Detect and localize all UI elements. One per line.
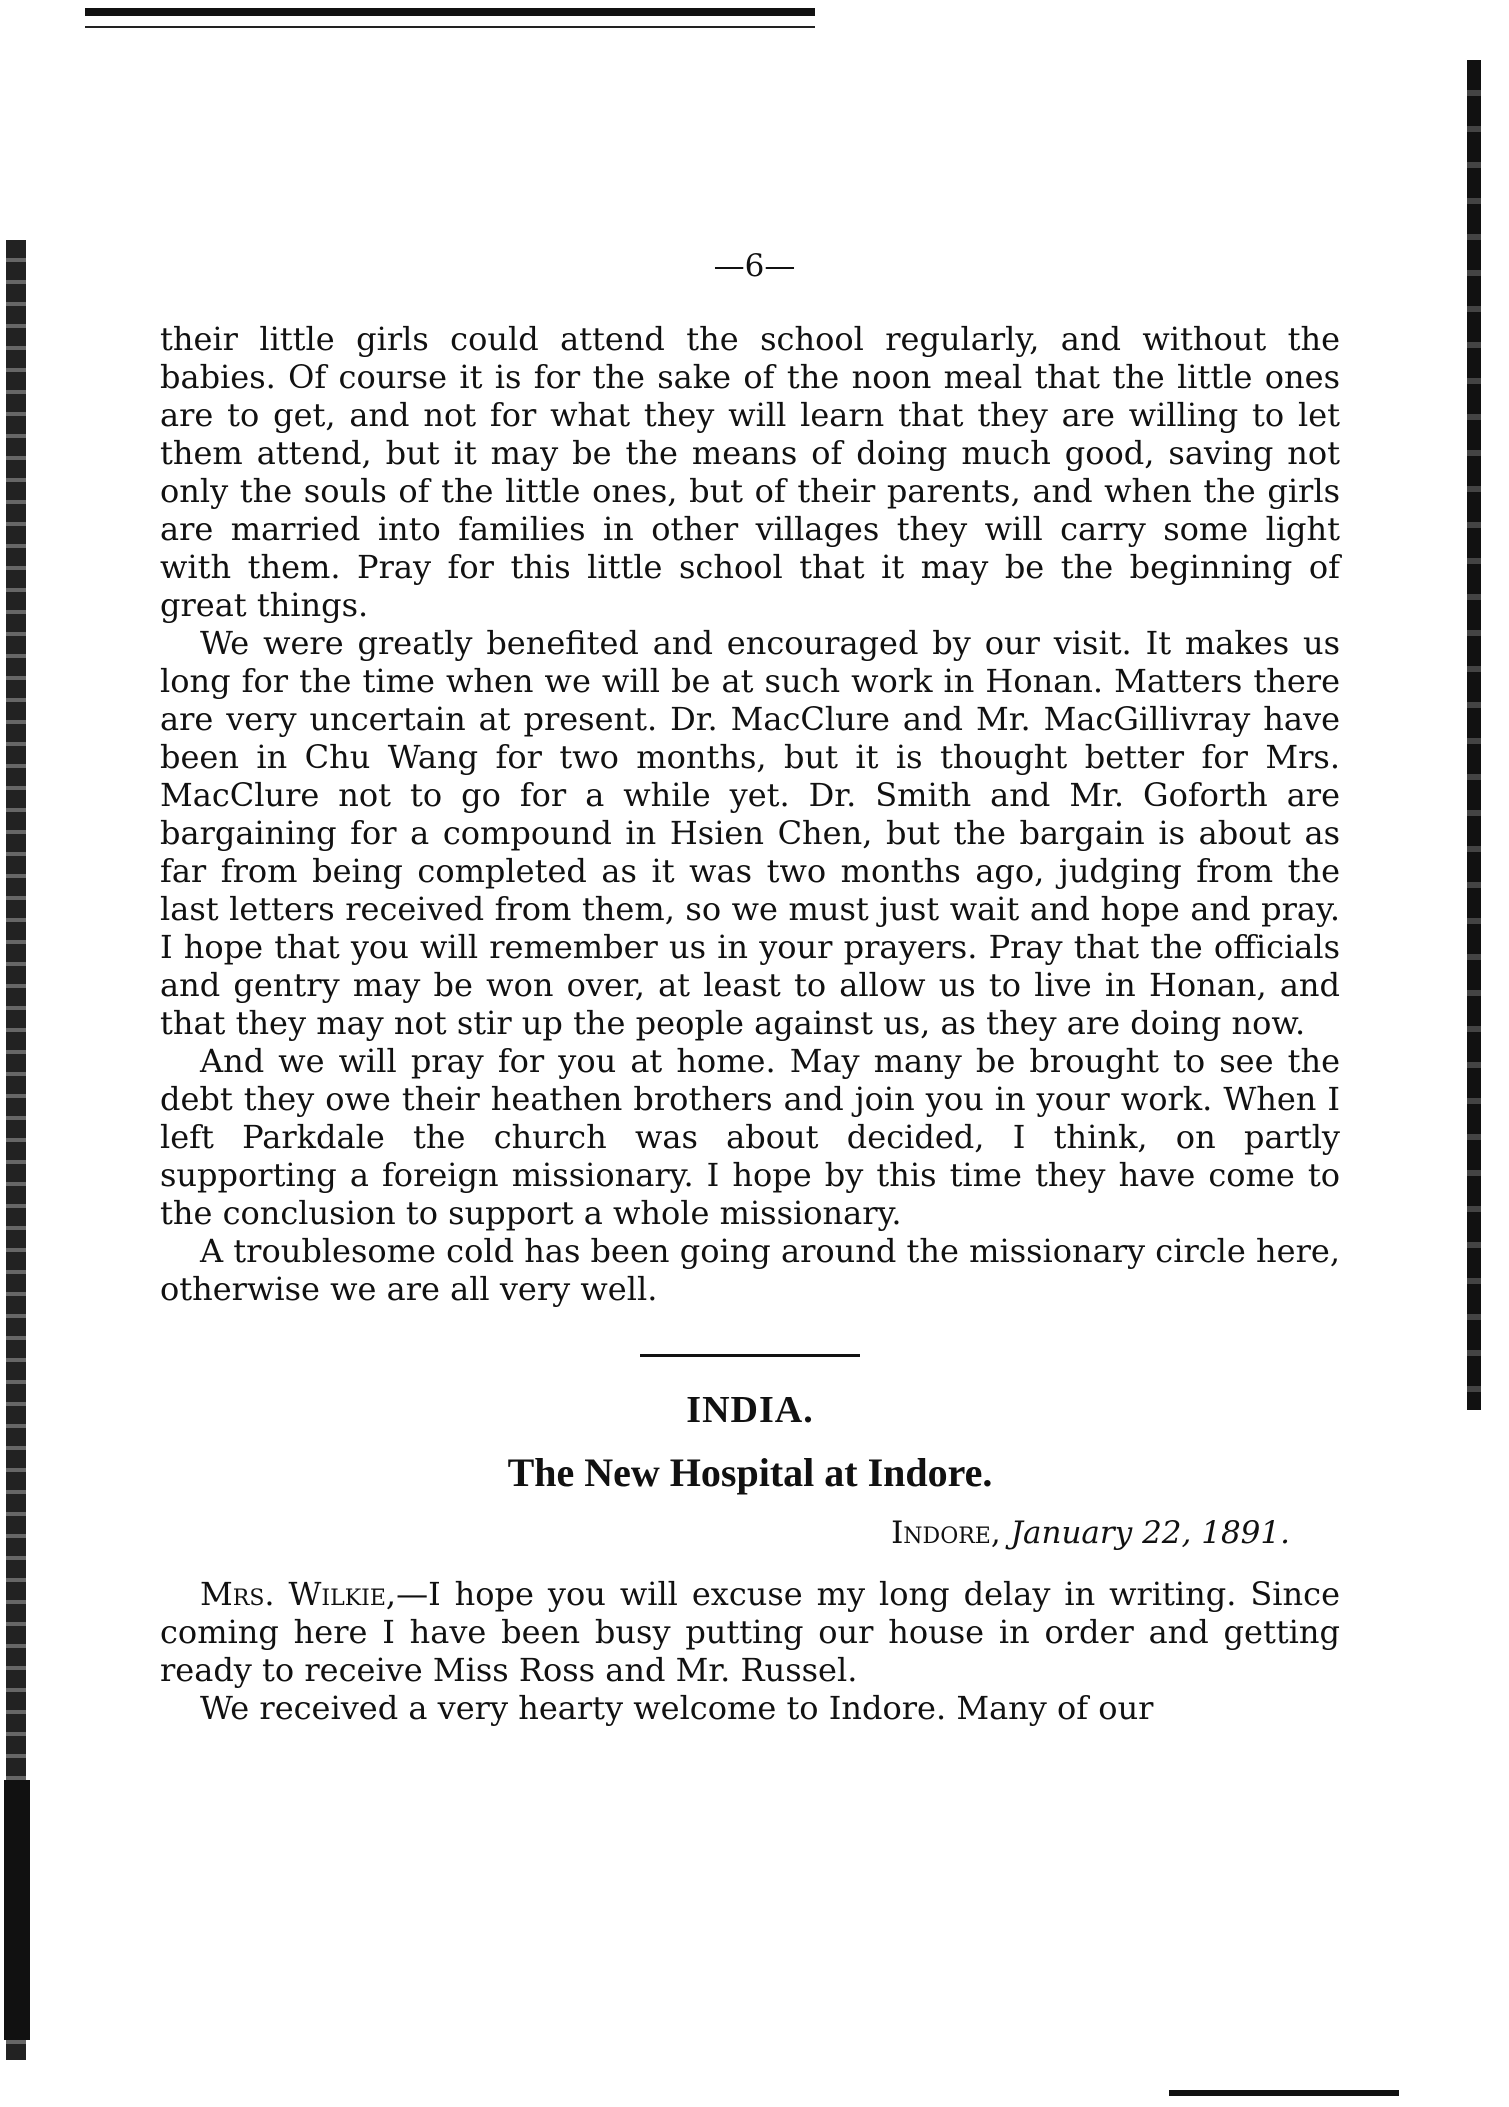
page-body xyxy=(160,320,1340,1727)
dateline-date: January 22, 1891. xyxy=(1010,1515,1290,1551)
scan-edge-left-block xyxy=(4,1780,30,2040)
page-number: —6— xyxy=(713,248,796,284)
salutation: Mrs. Wilkie, xyxy=(200,1575,397,1613)
top-rule xyxy=(85,8,815,22)
letter-paragraph-2: We were greatly benefited and encouraged by our visit. It makes us long for the time when we will be at such work in Honan. Matters there are very uncertain at present. Dr. MacClure and Mr. MacGillivray have been in Chu Wang for two months, but it is thought better for Mrs. MacClure not to go for a while yet. Dr. Smith and Mr. Goforth are bargaining for a compound in Hsien Chen, but the bargain is about as far from being completed as it was two months ago, judging from the last letters received from them, so we must just wait and hope and pray. I hope that you will remember us in your prayers. Pray that the officials and gentry may be won over, at least to allow us to live in Honan, and that they may not stir up the people against us, as they are doing now. xyxy=(160,624,1340,1042)
letter-paragraph-3: And we will pray for you at home. May many be brought to see the debt they owe their heathen brothers and join you in your work. When I left Parkdale the church was about decided, I think, on partly supporting a foreign missionary. I hope by this time they have come to the conclusion to support a whole missionary. xyxy=(160,1042,1340,1232)
letter-paragraph-4: A troublesome cold has been going around the missionary circle here, otherwise we are all very well. xyxy=(160,1232,1340,1308)
letter-paragraph-1: their little girls could attend the school regularly, and without the babies. Of course it is for the sake of the noon meal that the little ones are to get, and not for what they will learn that they are willing to let them attend, but it may be the means of doing much good, saving not only the souls of the little ones, but of their parents, and when the girls are married into families in other villages they will carry some light with them. Pray for this little school that it may be the beginning of great things. xyxy=(160,320,1340,624)
dateline-place: Indore, xyxy=(891,1515,1001,1551)
article-paragraph-1 xyxy=(160,1575,1340,1689)
section-heading: INDIA. xyxy=(686,1389,814,1431)
article-title: The New Hospital at Indore. xyxy=(507,1450,993,1495)
section-divider xyxy=(640,1354,860,1357)
top-rule-thin xyxy=(85,26,815,28)
dateline xyxy=(160,1513,1290,1553)
article-paragraph-1-text: —I hope you will excuse my long delay in writing. Since coming here I have been busy putting our house in order and getting ready to receive Miss Ross and Mr. Russel. xyxy=(160,1575,1341,1689)
article-paragraph-2: We received a very hearty welcome to Indore. Many of our xyxy=(200,1689,1154,1727)
bottom-rule xyxy=(1169,2090,1399,2096)
